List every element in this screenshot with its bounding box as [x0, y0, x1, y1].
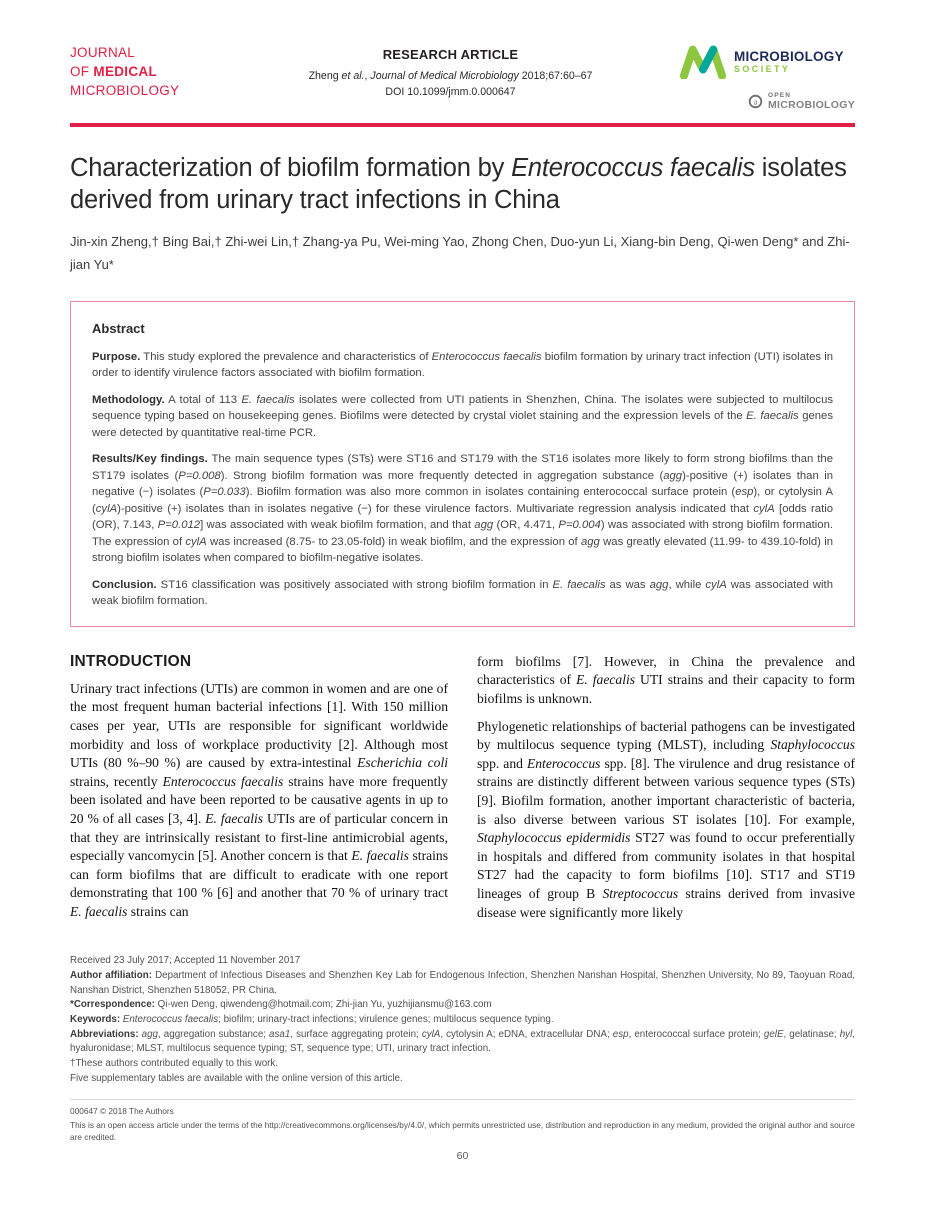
open-access-wordmark — [768, 92, 855, 111]
society-sub: SOCIETY — [734, 64, 791, 75]
correspondence-line: *Correspondence: Qi-wen Deng, qiwendeng@hotmail.com; Zhi-jian Yu, yuzhijiansmu@163.com — [70, 999, 492, 1011]
abstract-box — [70, 301, 855, 627]
brand-rule — [70, 123, 855, 127]
journal-logo — [70, 44, 222, 101]
abstract-heading: Abstract — [92, 320, 145, 336]
open-access-name: MICROBIOLOGY — [767, 99, 855, 111]
journal-logo-line3: MICROBIOLOGY — [70, 82, 180, 98]
supplementary-note: Five supplementary tables are available with the online version of this article. — [70, 1072, 403, 1084]
abstract-conclusion: Conclusion. ST16 classification was positively associated with strong biofilm formation in E. faecalis as was agg, while cylA was associated with weak biofilm formation. — [92, 578, 833, 608]
copyright-line: 000647 © 2018 The Authors — [70, 1106, 174, 1117]
publisher-logos — [679, 44, 855, 111]
header-meta — [222, 44, 679, 98]
society-wordmark — [734, 49, 844, 75]
abbreviations-line: Abbreviations: agg, aggregation substance; asa1, surface aggregating protein; cylA, cytolysin A; eDNA, extracellular DNA; esp, enterococcal surface protein; gelE, gelatinase; hyl, hyaluronidase; MLST, multilocus sequence typing; ST, sequence type; UTI, urinary tract infection. — [70, 1028, 855, 1055]
journal-logo-line2: OF MEDICAL — [70, 63, 158, 79]
svg-text:a: a — [753, 97, 758, 107]
intro-paragraph-2: form biofilms [7]. However, in China the prevalence and characteristics of E. faecalis UTI strains and their capacity to form biofilms is unknown. — [477, 653, 855, 706]
author-affiliation: Author affiliation: Department of Infectious Diseases and Shenzhen Key Lab for Endogenous Infection, Shenzhen Nanshan Hospital, Shenzhen University, No 89, Taoyuan Road, Nanshan District, Shenzhen 518052, PR China. — [70, 969, 855, 996]
introduction-heading: INTRODUCTION — [70, 652, 192, 670]
footnotes-block — [70, 954, 855, 1086]
article-title: Characterization of biofilm formation by Enterococcus faecalis isolates derived from urinary tract infections in China — [70, 154, 847, 214]
open-access-label: OPEN — [767, 92, 792, 99]
abstract-results: Results/Key findings. The main sequence types (STs) were ST16 and ST179 with the ST16 isolates more likely to form strong biofilms than the ST179 isolates (P=0.008). Strong biofilm formation was more frequently detected in aggregation substance (agg)-positive (+) isolates than in negative (−) isolates (P=0.033). Biofilm formation was also more common in isolates containing enterococcal surface protein (esp), or cytolysin A (cylA)-positive (+) isolates than in isolates negative (−) for these virulence factors. Multivariate regression analysis indicated that cylA [odds ratio (OR), 7.143, P=0.012] was associated with weak biofilm formation, and that agg (OR, 4.471, P=0.004) was associated with strong biofilm formation. The expression of cylA was increased (8.75- to 23.05-fold) in weak biofilm, and the expression of agg was greatly elevated (11.99- to 439.10-fold) in strong biofilm isolates when compared to biofilm-negative isolates. — [92, 453, 833, 565]
abstract-methodology: Methodology. A total of 113 E. faecalis isolates were collected from UTI patients in Shenzhen, China. The isolates were subjected to multilocus sequence typing based on housekeeping genes. Biofilms were detected by crystal violet staining and the expression levels of the E. faecalis genes were detected by quantitative real-time PCR. — [92, 393, 834, 439]
equal-contribution-note: †These authors contributed equally to this work. — [70, 1058, 279, 1070]
imprint-block — [70, 1099, 855, 1143]
society-m-icon — [679, 44, 727, 79]
intro-paragraph-3: Phylogenetic relationships of bacterial pathogens can be investigated by multilocus sequence typing (MLST), including Staphylococcus spp. and Enterococcus spp. [8]. The virulence and drug resistance of strains are distinctly different between various sequence types (STs) [9]. Biofilm formation, another important characteristic of bacteria, is also diverse between various ST isolates [10]. For example, Staphylococcus epidermidis ST27 was found to occur preferentially in hospitals and differed from community isolates in that hospital ST27 had the capacity to form biofilms [10]. ST17 and ST19 lineages of group B Streptococcus strains derived from invasive disease were significantly more likely — [477, 718, 856, 920]
article-type-label: RESEARCH ARTICLE — [382, 47, 519, 62]
page-number: 60 — [456, 1150, 469, 1163]
open-access-icon — [748, 94, 763, 109]
abstract-purpose: Purpose. This study explored the prevalence and characteristics of Enterococcus faecalis biofilm formation by urinary tract infection (UTI) isolates in order to identify virulence factors associated with biofilm formation. — [92, 350, 833, 380]
author-list: Jin-xin Zheng,† Bing Bai,† Zhi-wei Lin,† Zhang-ya Pu, Wei-ming Yao, Zhong Chen, Duo-yun Li, Xiang-bin Deng, Qi-wen Deng* and Zhi-jian Yu* — [70, 234, 850, 272]
journal-logo-line1: JOURNAL — [70, 45, 136, 60]
keywords-line: Keywords: Enterococcus faecalis; biofilm; urinary-tract infections; virulence genes; multilocus sequence typing. — [70, 1014, 554, 1025]
license-line: This is an open access article under the terms of the http://creativecommons.org/licenses/by/4.0/, which permits unrestricted use, distribution and reproduction in any medium, provided the original author and source are credited. — [70, 1120, 855, 1142]
microbiology-society-logo — [679, 44, 855, 79]
open-access-mark — [679, 92, 855, 111]
intro-paragraph-1: Urinary tract infections (UTIs) are common in women and are one of the most frequent human bacterial infections [1]. With 150 million cases per year, UTIs are responsible for significant worldwide morbidity and loss of workplace productivity [2]. Although most UTIs (80 %–90 %) are caused by extra-intestinal Escherichia coli strains, recently Enterococcus faecalis strains have more frequently been isolated and have been reported to be causative agents in up to 20 % of all cases [3, 4]. E. faecalis UTIs are of particular concern in that they are intrinsically resistant to first-line antimicrobial agents, especially vancomycin [5]. Another concern is that E. faecalis strains can form biofilms that are difficult to eradicate with one report demonstrating that 100 % [6] and another that 70 % of urinary tract E. faecalis strains can — [70, 680, 449, 920]
body-columns — [70, 653, 855, 923]
right-column — [477, 653, 855, 923]
citation-line: Zheng et al., Journal of Medical Microbiology 2018;67:60–67 — [308, 70, 593, 82]
doi-line: DOI 10.1099/jmm.0.000647 — [385, 86, 516, 98]
masthead — [70, 44, 855, 111]
left-column — [70, 653, 448, 923]
received-accepted-dates: Received 23 July 2017; Accepted 11 November 2017 — [70, 955, 301, 967]
society-name: MICROBIOLOGY — [734, 48, 844, 64]
